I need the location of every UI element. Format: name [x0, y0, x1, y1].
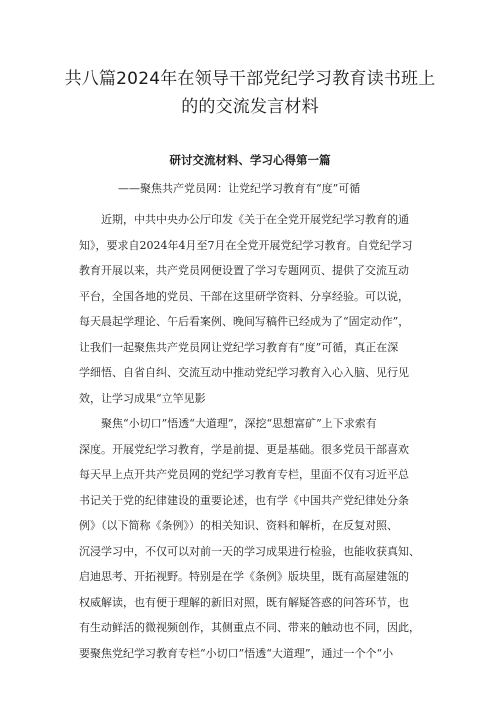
subheading: ——聚焦共产党员网：让党纪学习教育有“度”可循 [118, 182, 361, 195]
paragraph-line: 每天晨起学理论、午后看案例、晚间写稿件已经成为了“固定动作”， [79, 315, 410, 328]
paragraph-line: 例》（以下简称《条例》）的相关知识、资料和解析，在反复对照、 [79, 519, 398, 532]
paragraph-line: 学细悟、自省自纠、交流互动中推动党纪学习教育入心入脑、见行见 [79, 366, 409, 379]
paragraph-line: 深度。开展党纪学习教育，学是前提、更是基础。很多党员干部喜欢 [79, 442, 409, 456]
paragraph-line: 知》，要求自2024年4月至7月在全党开展党纪学习教育。自党纪学习 [79, 238, 413, 252]
paragraph-line: 启迪思考、开拓视野。特别是在学《条例》版块里，既有高屋建瓴的 [79, 570, 409, 583]
paragraph-line: 教育开展以来，共产党员网便设置了学习专题网页、提供了交流互动 [79, 264, 409, 277]
paragraph-2 [79, 411, 441, 666]
document-title-line-1: 共八篇2024年在领导干部党纪学习教育读书班上 [64, 69, 436, 89]
section-heading: 研讨交流材料、学习心得第一篇 [169, 153, 331, 167]
paragraph-1 [79, 207, 441, 411]
paragraph-line: 沉浸学习中，不仅可以对前一天的学习成果进行检验，也能收获真知、 [79, 544, 420, 558]
paragraph-line: 每天早上点开共产党员网的党纪学习教育专栏，里面不仅有习近平总 [79, 468, 409, 481]
paragraph-line: 要聚焦党纪学习教育专栏“小切口”悟透“大道理”，通过一个个“小 [79, 646, 394, 660]
paragraph-line: 权威解读，也有便于理解的新旧对照，既有解疑答惑的问答环节，也 [79, 595, 409, 609]
paragraph-line: 书记关于党的纪律建设的重要论述，也有学《中国共产党纪律处分条 [79, 493, 409, 507]
document-title-line-2: 的的交流发言材料 [181, 97, 319, 117]
paragraph-line: 聚焦“小切口”悟透“大道理”，深挖“思想富矿”上下求索有 [101, 417, 377, 430]
paragraph-line: 效，让学习成果“立竿见影 [79, 391, 206, 405]
paragraph-line: 让我们一起聚焦共产党员网让党纪学习教育有“度”可循，真正在深 [79, 340, 399, 354]
paragraph-line: 平台，全国各地的党员、干部在这里研学资料、分享经验。可以说， [79, 289, 409, 303]
paragraph-line: 有生动鲜活的微视频创作，其侧重点不同、带来的触动也不同，因此， [79, 621, 420, 634]
paragraph-line: 近期，中共中央办公厅印发《关于在全党开展党纪学习教育的通 [101, 213, 409, 226]
